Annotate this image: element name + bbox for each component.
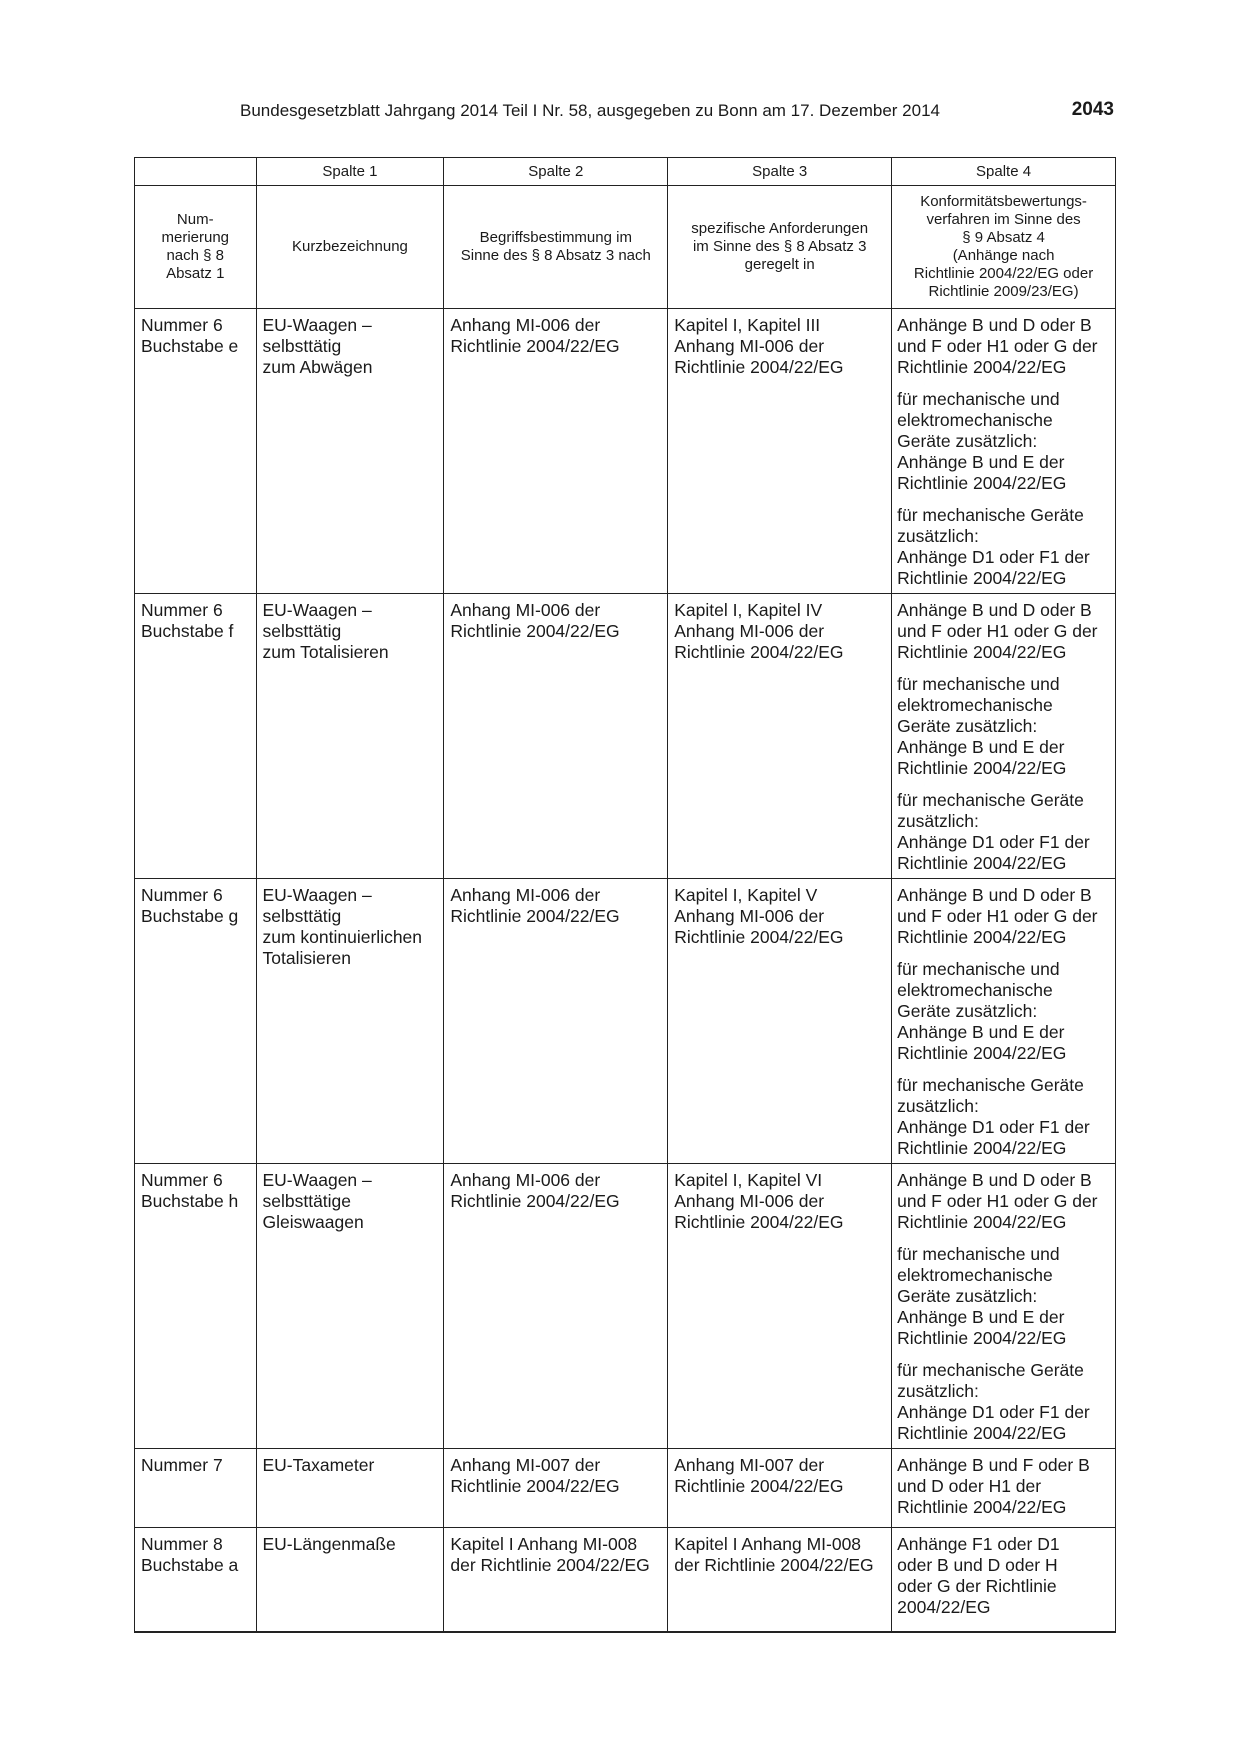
column-header-kurzbezeichnung: Kurzbezeichnung xyxy=(256,186,444,309)
cell-begriffsbestimmung: Anhang MI-006 der Richtlinie 2004/22/EG xyxy=(444,1164,668,1449)
cell-kurzbezeichnung: EU-Waagen – selbsttätig zum Totalisieren xyxy=(256,594,444,879)
page-header xyxy=(134,101,1114,125)
column-header-konformitaet: Konformitätsbewertungs- verfahren im Sinne des § 9 Absatz 4 (Anhänge nach Richtlinie 2004/22/EG oder Richtlinie 2009/23/EG) xyxy=(892,186,1116,309)
cell-kurzbezeichnung: EU-Längenmaße xyxy=(256,1528,444,1633)
table-row xyxy=(135,594,1116,879)
cell-numerierung: Nummer 6 Buchstabe h xyxy=(135,1164,257,1449)
konformitaet-block: für mechanische Geräte zusätzlich: Anhänge D1 oder F1 der Richtlinie 2004/22/EG xyxy=(897,1360,1090,1443)
cell-kurzbezeichnung: EU-Waagen – selbsttätig zum kontinuierlichen Totalisieren xyxy=(256,879,444,1164)
cell-anforderungen: Kapitel I, Kapitel V Anhang MI-006 der Richtlinie 2004/22/EG xyxy=(668,879,892,1164)
spalte-header-row xyxy=(135,158,1116,186)
cell-konformitaet xyxy=(892,1528,1116,1633)
cell-anforderungen: Kapitel I Anhang MI-008 der Richtlinie 2004/22/EG xyxy=(668,1528,892,1633)
spalte-label: Spalte 2 xyxy=(444,158,668,186)
cell-begriffsbestimmung: Anhang MI-007 der Richtlinie 2004/22/EG xyxy=(444,1449,668,1528)
cell-kurzbezeichnung: EU-Waagen – selbsttätige Gleiswaagen xyxy=(256,1164,444,1449)
konformitaet-block: für mechanische und elektromechanische Geräte zusätzlich: Anhänge B und E der Richtlinie 2004/22/EG xyxy=(897,1244,1067,1348)
table-row xyxy=(135,309,1116,594)
konformitaet-block: für mechanische Geräte zusätzlich: Anhänge D1 oder F1 der Richtlinie 2004/22/EG xyxy=(897,790,1090,873)
cell-konformitaet xyxy=(892,1164,1116,1449)
konformitaet-block: für mechanische und elektromechanische Geräte zusätzlich: Anhänge B und E der Richtlinie 2004/22/EG xyxy=(897,674,1067,778)
column-header-row xyxy=(135,186,1116,309)
regulation-table xyxy=(134,157,1116,1633)
cell-begriffsbestimmung: Kapitel I Anhang MI-008 der Richtlinie 2004/22/EG xyxy=(444,1528,668,1633)
column-header-numerierung: Num- merierung nach § 8 Absatz 1 xyxy=(135,186,257,309)
cell-konformitaet xyxy=(892,1449,1116,1528)
konformitaet-block: für mechanische und elektromechanische Geräte zusätzlich: Anhänge B und E der Richtlinie 2004/22/EG xyxy=(897,389,1067,493)
cell-begriffsbestimmung: Anhang MI-006 der Richtlinie 2004/22/EG xyxy=(444,594,668,879)
spalte-label: Spalte 3 xyxy=(668,158,892,186)
konformitaet-block: Anhänge B und D oder B und F oder H1 oder G der Richtlinie 2004/22/EG xyxy=(897,1170,1098,1232)
column-header-begriffsbestimmung: Begriffsbestimmung im Sinne des § 8 Absatz 3 nach xyxy=(444,186,668,309)
konformitaet-block: Anhänge B und D oder B und F oder H1 oder G der Richtlinie 2004/22/EG xyxy=(897,600,1098,662)
spalte-label: Spalte 4 xyxy=(892,158,1116,186)
konformitaet-block: für mechanische Geräte zusätzlich: Anhänge D1 oder F1 der Richtlinie 2004/22/EG xyxy=(897,1075,1090,1158)
cell-kurzbezeichnung: EU-Waagen – selbsttätig zum Abwägen xyxy=(256,309,444,594)
cell-numerierung: Nummer 8 Buchstabe a xyxy=(135,1528,257,1633)
column-header-anforderungen: spezifische Anforderungen im Sinne des § 8 Absatz 3 geregelt in xyxy=(668,186,892,309)
cell-konformitaet xyxy=(892,594,1116,879)
page-header-title: Bundesgesetzblatt Jahrgang 2014 Teil I Nr. 58, ausgegeben zu Bonn am 17. Dezember 2014 xyxy=(240,101,940,120)
table-row xyxy=(135,879,1116,1164)
cell-kurzbezeichnung: EU-Taxameter xyxy=(256,1449,444,1528)
konformitaet-block: Anhänge B und D oder B und F oder H1 oder G der Richtlinie 2004/22/EG xyxy=(897,315,1098,377)
konformitaet-block: Anhänge B und F oder B und D oder H1 der Richtlinie 2004/22/EG xyxy=(897,1455,1090,1517)
cell-numerierung: Nummer 6 Buchstabe g xyxy=(135,879,257,1164)
cell-begriffsbestimmung: Anhang MI-006 der Richtlinie 2004/22/EG xyxy=(444,309,668,594)
cell-konformitaet xyxy=(892,879,1116,1164)
konformitaet-block: Anhänge B und D oder B und F oder H1 oder G der Richtlinie 2004/22/EG xyxy=(897,885,1098,947)
spalte-label: Spalte 1 xyxy=(256,158,444,186)
konformitaet-block: für mechanische und elektromechanische Geräte zusätzlich: Anhänge B und E der Richtlinie 2004/22/EG xyxy=(897,959,1067,1063)
cell-numerierung: Nummer 6 Buchstabe f xyxy=(135,594,257,879)
table-row xyxy=(135,1449,1116,1528)
cell-konformitaet xyxy=(892,309,1116,594)
cell-numerierung: Nummer 6 Buchstabe e xyxy=(135,309,257,594)
cell-anforderungen: Anhang MI-007 der Richtlinie 2004/22/EG xyxy=(668,1449,892,1528)
table-row xyxy=(135,1528,1116,1633)
konformitaet-block: für mechanische Geräte zusätzlich: Anhänge D1 oder F1 der Richtlinie 2004/22/EG xyxy=(897,505,1090,588)
page-number: 2043 xyxy=(1071,99,1114,120)
cell-begriffsbestimmung: Anhang MI-006 der Richtlinie 2004/22/EG xyxy=(444,879,668,1164)
cell-numerierung: Nummer 7 xyxy=(135,1449,257,1528)
cell-anforderungen: Kapitel I, Kapitel VI Anhang MI-006 der Richtlinie 2004/22/EG xyxy=(668,1164,892,1449)
cell-anforderungen: Kapitel I, Kapitel IV Anhang MI-006 der Richtlinie 2004/22/EG xyxy=(668,594,892,879)
cell-anforderungen: Kapitel I, Kapitel III Anhang MI-006 der Richtlinie 2004/22/EG xyxy=(668,309,892,594)
table-row xyxy=(135,1164,1116,1449)
spalte-label xyxy=(135,158,257,186)
konformitaet-block: Anhänge F1 oder D1 oder B und D oder H oder G der Richtlinie 2004/22/EG xyxy=(897,1534,1060,1617)
